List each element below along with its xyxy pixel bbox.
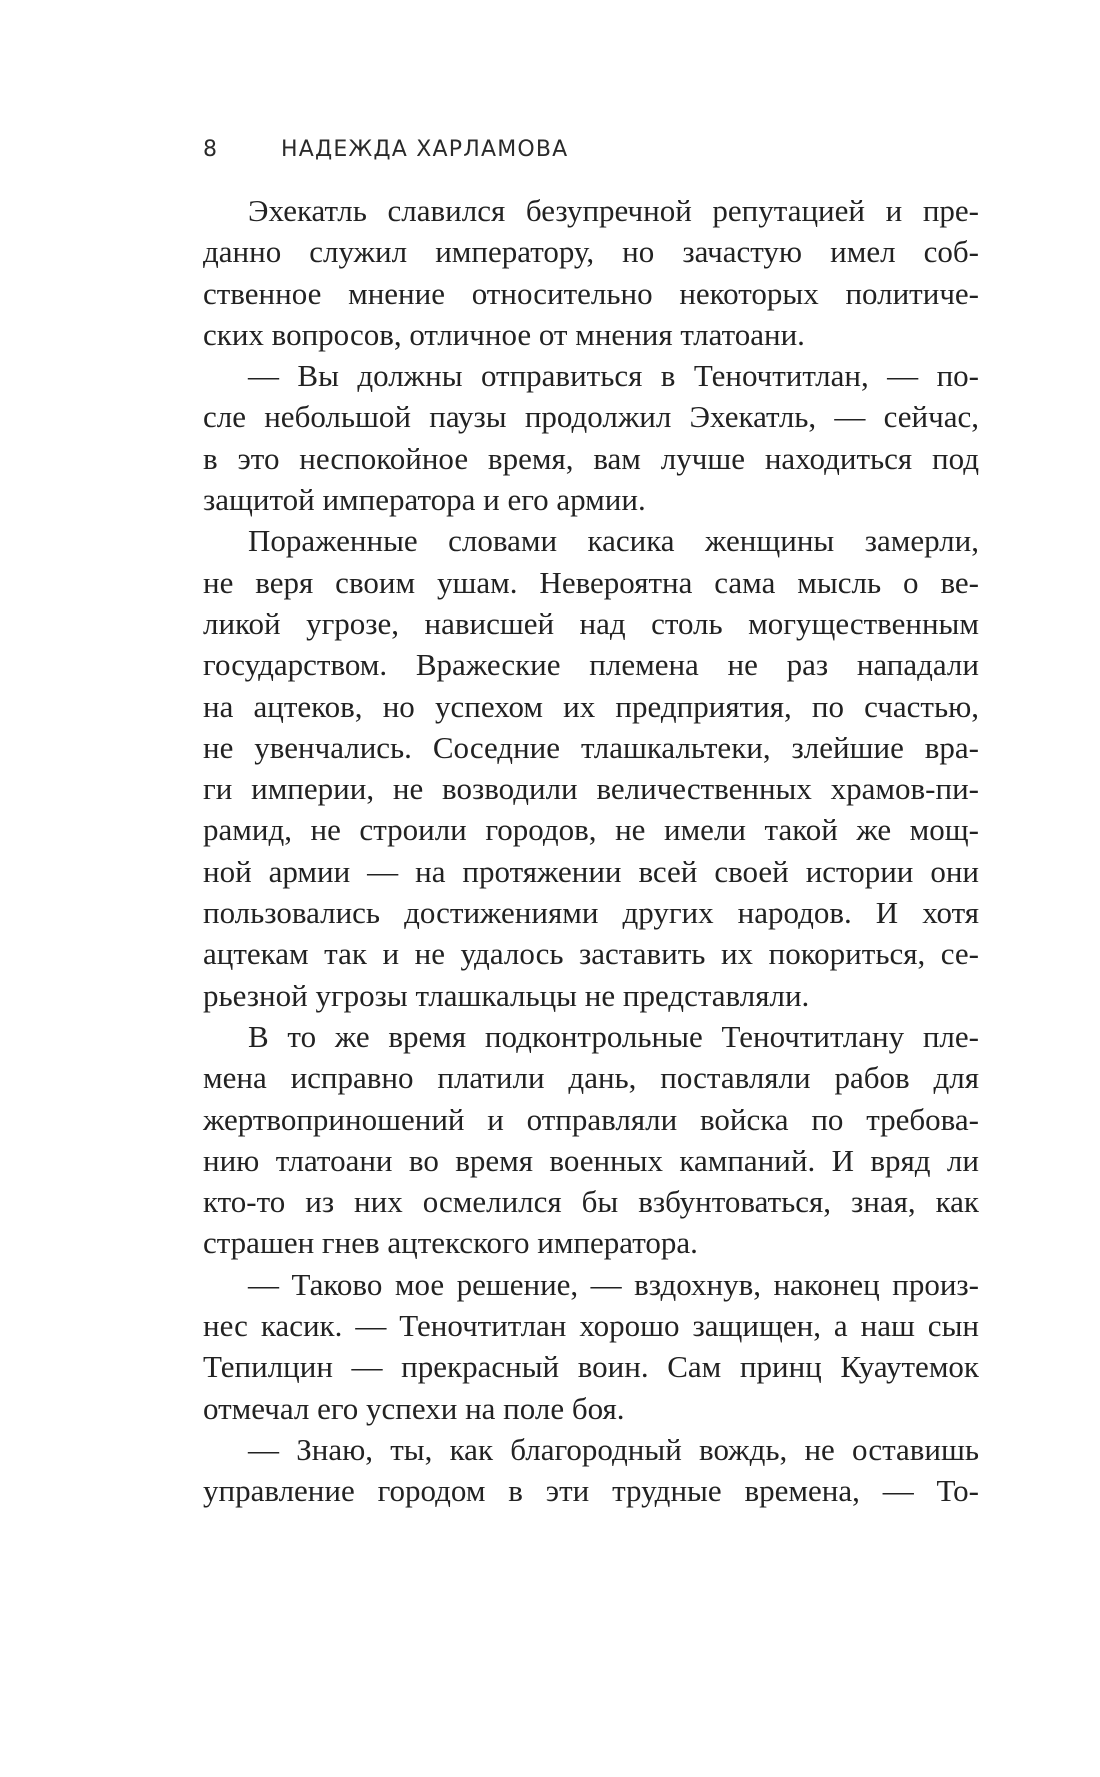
paragraph <box>203 1264 979 1429</box>
text-line: Эхекатль славился безупречной репутацией и пре- <box>248 193 979 228</box>
text-line: В то же время подконтрольные Теночтитлану пле- <box>248 1018 979 1054</box>
text-line: сле небольшой паузы продолжил Эхекатль, — сейчас, <box>203 399 979 435</box>
text-line: нес касик. — Теночтитлан хорошо защищен, а наш сын <box>203 1308 979 1344</box>
text-line: жертвоприношений и отправляли войска по требова- <box>203 1101 979 1137</box>
text-line: ацтекам так и не удалось заставить их покориться, се- <box>203 936 979 972</box>
text-line: государством. Вражеские племена не раз нападали <box>203 647 979 683</box>
text-line: ликой угрозе, нависшей над столь могущественным <box>203 605 979 641</box>
author-name: НАДЕЖДА ХАРЛАМОВА <box>281 137 569 162</box>
text-line: кто-то из них осмелился бы взбунтоваться, зная, как <box>203 1184 979 1220</box>
text-line: — Таково мое решение, — вздохнув, наконец произ- <box>248 1266 979 1302</box>
text-line: — Вы должны отправиться в Теночтитлан, — по- <box>248 358 979 394</box>
text-line: ной армии — на протяжении всей своей истории они <box>203 853 979 889</box>
text-line: мена исправно платили дань, поставляли рабов для <box>203 1060 979 1096</box>
text-line: нию тлатоани во время военных кампаний. И вряд ли <box>203 1142 979 1178</box>
text-line: страшен гнев ацтекского императора. <box>203 1225 698 1261</box>
text-line: на ацтеков, но успехом их предприятия, по счастью, <box>203 688 979 724</box>
text-line: данно служил императору, но зачастую имел соб- <box>203 234 979 270</box>
text-line: Пораженные словами касика женщины замерли, <box>248 523 979 559</box>
text-line: не увенчались. Соседние тлашкальтеки, злейшие вра- <box>203 729 979 765</box>
text-line: защитой императора и его армии. <box>203 482 646 518</box>
paragraph <box>203 1016 979 1264</box>
text-line: рьезной угрозы тлашкальцы не представляли. <box>203 977 810 1013</box>
text-line: управление городом в эти трудные времена, — То- <box>203 1473 979 1509</box>
paragraph <box>203 355 979 520</box>
text-line: в это неспокойное время, вам лучше находиться под <box>203 440 979 476</box>
text-line: отмечал его успехи на поле боя. <box>203 1390 625 1426</box>
running-head <box>203 137 568 167</box>
text-line: рамид, не строили городов, не имели такой же мощ- <box>203 812 979 848</box>
text-line: — Знаю, ты, как благородный вождь, не оставишь <box>248 1431 979 1467</box>
text-line: пользовались достижениями других народов. И хотя <box>203 895 979 931</box>
paragraph <box>203 1429 979 1512</box>
text-line: ских вопросов, отличное от мнения тлатоани. <box>203 316 805 352</box>
text-line: не веря своим ушам. Невероятна сама мысль о ве- <box>203 564 979 600</box>
text-line: ги империи, не возводили величественных храмов-пи- <box>203 771 979 807</box>
text-line: ственное мнение относительно некоторых политиче- <box>203 275 979 311</box>
text-line: Тепилцин — прекрасный воин. Сам принц Куаутемок <box>203 1349 979 1385</box>
body-text <box>203 190 979 1512</box>
paragraph <box>203 520 979 1016</box>
page-number: 8 <box>203 137 219 162</box>
paragraph <box>203 190 979 355</box>
